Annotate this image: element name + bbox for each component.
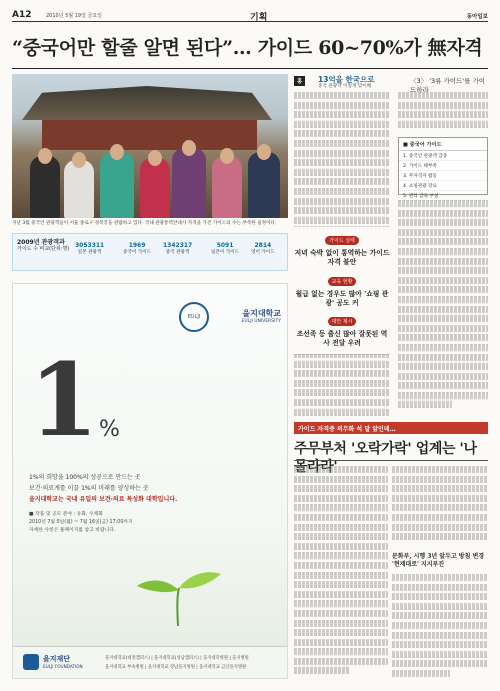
foundation-hospitals: 을지대학교 부속병원 | 을지대학교 강남을지병원 | 을지대학교 금산을지병원: [105, 665, 247, 670]
bottom-article-subhead: 문화부, 시행 3년 앞두고 방침 변경 '현재대로' 지지부진: [392, 553, 485, 568]
page-header: [12, 10, 488, 22]
side-box-head: 저녁 숙박 없이 통역하는 가이드 자격 불안: [294, 249, 390, 266]
palace-wall: [42, 120, 257, 150]
tourist-head: [220, 148, 234, 164]
photo-caption: 지난 3월 중국인 관광객들이 서울 종로구 경복궁을 관람하고 있다. 국내 관광통역안내사 자격을 가진 가이드의 수는 부족한 실정이다.: [12, 221, 277, 226]
side-box-head: 조선족 등 출신 많아 잘못된 역사 전달 우려: [296, 330, 388, 347]
stat-value: 3053311: [75, 242, 105, 249]
ad-big-number: 1: [29, 341, 99, 459]
index-item: 5. 관리 감독 부실: [399, 191, 487, 201]
bottom-article-label: 가이드 자격증 의무화 석 달 앞인데…: [294, 422, 488, 434]
bottom-article-column-2-top: [392, 466, 488, 550]
stat-label: 일본 관광객: [77, 250, 102, 255]
article-column-2: [398, 200, 488, 418]
stats-title: 2009년 관광객과: [17, 239, 65, 246]
side-box-kicker: 교육 현황: [328, 277, 357, 286]
ad-line: 1%의 희망을 100%의 성공으로 만드는 곳: [29, 474, 141, 481]
tourist-figure: [172, 148, 206, 218]
tourist-head: [257, 144, 271, 160]
palace-roof: [22, 86, 272, 120]
stat-item: [123, 242, 151, 255]
stat-item: [163, 242, 192, 255]
tourist-figure: [64, 160, 94, 218]
bottom-article-rule: [294, 460, 488, 461]
ad-university-name-en: EULJI UNIVERSITY: [241, 319, 281, 324]
stat-value: 5091: [216, 242, 234, 249]
index-item: 3. 무자격자 활동: [399, 171, 487, 181]
ad-line: 보건·의료계를 이끌 1%의 미래를 양성하는 곳: [29, 485, 149, 492]
ad-percent-sign: %: [99, 417, 120, 442]
ad-footer: [13, 646, 287, 678]
tourist-figure: [248, 152, 280, 218]
main-headline: “중국어만 할줄 알면 된다”… 가이드 60~70%가 無자격: [12, 37, 483, 59]
publication-name: 동아일보: [466, 14, 488, 20]
series-subtitle: 중국 관광객 이렇게 맞이해: [318, 84, 372, 89]
ad-info: 자세한 사항은 홈페이지를 참고 바랍니다.: [29, 528, 116, 533]
page-number: A12: [12, 10, 32, 20]
bottom-article-headline: 주무부처 '오락가락' 업계는 '나몰라라': [294, 441, 477, 475]
stat-item: [75, 242, 104, 255]
index-item: 4. 쇼핑관광 강요: [399, 181, 487, 191]
tourist-figure: [100, 152, 134, 218]
stats-infographic: [12, 233, 288, 271]
index-title: ■ 중국어 가이드: [399, 138, 487, 151]
side-box-head: 월급 없는 경우도 많아 '쇼핑 관광' 공도 커: [295, 290, 389, 307]
index-item: 1. 중국인 관광객 급증: [399, 151, 487, 161]
university-emblem-icon: EULJI: [179, 302, 209, 332]
foundation-logo-icon: [23, 654, 39, 670]
ad-line: 을지대학교는 국내 유일의 보건·의료 특성화 대학입니다.: [29, 496, 178, 503]
tourist-head: [38, 148, 52, 164]
sprout-icon: [133, 566, 223, 626]
series-tag: 홍: [294, 76, 305, 86]
ad-university-name: 을지대학교: [242, 309, 281, 318]
university-advertisement: [12, 283, 288, 679]
side-box: [294, 227, 390, 274]
tourist-head: [148, 150, 162, 166]
foundation-name-en: EULJI FOUNDATION: [43, 664, 83, 669]
tourist-photo: [12, 74, 288, 218]
stat-label: 중국 관광객: [165, 250, 190, 255]
tourist-head: [182, 140, 196, 156]
stat-item: [251, 242, 275, 255]
side-box: [294, 308, 390, 355]
stat-label: 영어 가이드: [251, 250, 275, 255]
bottom-article-column-2: [392, 574, 488, 678]
stat-value: 2814: [254, 242, 272, 249]
series-label: [294, 74, 488, 94]
article-index-box: [398, 137, 488, 199]
side-box-kicker: 대안 제시: [328, 317, 357, 326]
index-item: 2. 가이드 태부족: [399, 161, 487, 171]
ad-info: ■ 작품 및 공모 분야 : 유화, 수채화: [29, 512, 103, 517]
stat-value: 1969: [128, 242, 146, 249]
tourist-figure: [30, 156, 60, 218]
stat-value: 1342317: [163, 242, 193, 249]
tourist-head: [110, 144, 124, 160]
ad-info: 2010년 7월 5일(월) ~ 7월 16일(금) 17:00까지: [29, 520, 133, 525]
stat-label: 일본어 가이드: [211, 250, 240, 255]
article-column-2-top: [398, 92, 488, 134]
stats-subtitle: 가이드 수 비교(단위:명): [17, 246, 70, 252]
stat-item: [211, 242, 239, 255]
section-name: 기획: [250, 13, 268, 23]
tourist-figure: [140, 158, 170, 218]
foundation-name: 을지재단: [43, 655, 71, 663]
stat-label: 중국어 가이드: [123, 250, 152, 255]
side-box-kicker: 가이드 실태: [325, 236, 359, 245]
series-episode: 〈3〉 '3류 가이드'를 가이드하라: [410, 77, 485, 94]
tourist-head: [72, 152, 86, 168]
headline-rule: [12, 68, 488, 69]
bottom-article-column-1: [294, 466, 388, 678]
foundation-hospitals: 을지대학교(대전캠퍼스) | 을지대학교(성남캠퍼스) | 을지대학병원 | 을지병원: [105, 656, 249, 661]
issue-date: 2010년 5월 19일 금요일: [46, 13, 103, 19]
series-title: 13억을 한국으로: [318, 75, 375, 84]
tourist-figure: [212, 156, 242, 218]
